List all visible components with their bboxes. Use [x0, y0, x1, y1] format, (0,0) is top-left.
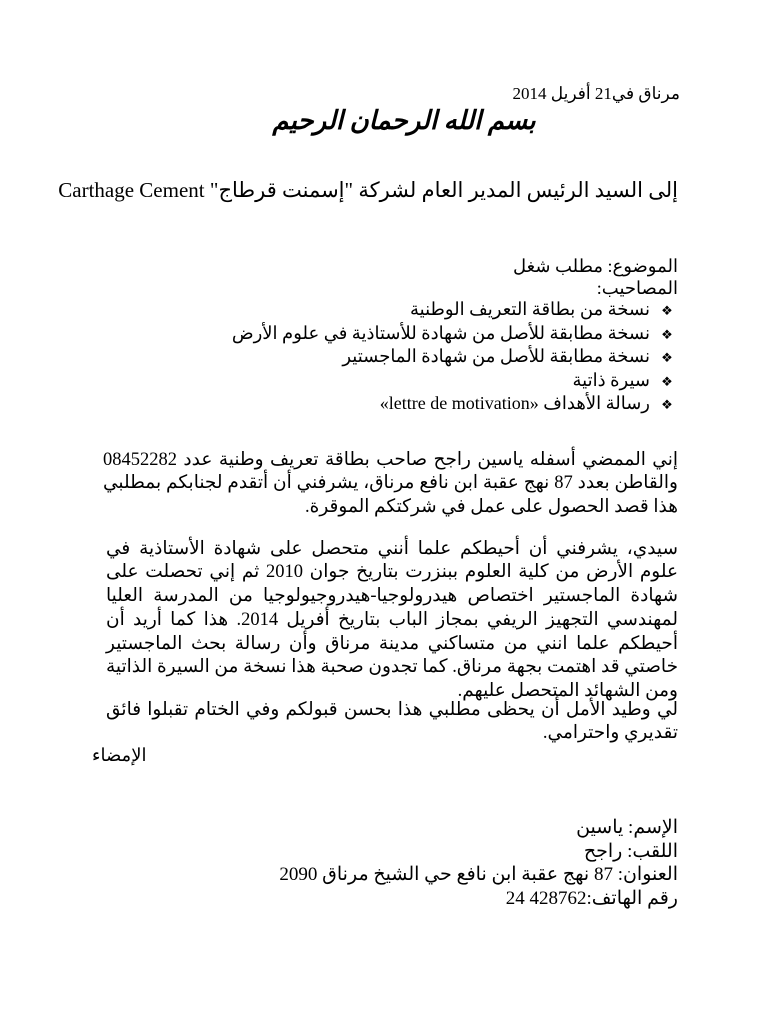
attachment-item: [232, 322, 678, 346]
attachment-label: نسخة مطابقة للأصل من شهادة للأستاذية في علوم الأرض: [231, 322, 650, 343]
basmala-heading: بسم الله الرحمان الرحيم: [272, 106, 536, 135]
attachment-item: [232, 298, 678, 322]
letter-date: مرناق في21 أفريل 2014: [512, 84, 680, 103]
applicant-name: الإسم: ياسين: [576, 817, 678, 838]
attachment-label: سيرة ذاتية: [572, 369, 650, 390]
diamond-bullet-icon: ❖: [661, 327, 673, 343]
subject-line: الموضوع: مطلب شغل: [513, 256, 678, 276]
diamond-bullet-icon: ❖: [661, 304, 673, 319]
attachment-item: [232, 345, 678, 369]
attachments-title: المصاحيب:: [596, 278, 678, 298]
attachment-item: [232, 369, 678, 393]
applicant-phone: رقم الهاتف:428762 24: [505, 887, 678, 909]
diamond-bullet-icon: ❖: [661, 351, 673, 366]
attachment-label: رسالة الأهداف «lettre de motivation»: [379, 393, 650, 413]
applicant-info: [279, 816, 678, 910]
addressee-line: إلى السيد الرئيس المدير العام لشركة "إسمنت قرطاج" Carthage Cement: [58, 178, 678, 202]
introduction-paragraph: إني الممضي أسفله ياسين راجح صاحب بطاقة تعريف وطنية عدد 08452282 والقاطن بعدد 87 نهج عقبة ابن نافع مرناق، يشرفني أن أتقدم لجنابكم بمطلبي هذا قصد الحصول على عمل في شركتكم الموقرة.: [103, 449, 678, 518]
diamond-bullet-icon: ❖: [661, 398, 673, 413]
attachments-list: [232, 298, 678, 416]
attachment-label: نسخة من بطاقة التعريف الوطنية: [410, 299, 650, 319]
attachment-label: نسخة مطابقة للأصل من شهادة الماجستير: [342, 346, 650, 366]
attachment-item: [232, 392, 678, 416]
qualifications-paragraph: سيدي، يشرفني أن أحيطكم علما أنني متحصل على شهادة الأستاذية في علوم الأرض من كلية العلوم ببنزرت بتاريخ جوان 2010 ثم إني تحصلت على شهادة الماجستير اختصاص هيدرولوجيا-هيدروجيولوجيا من المدرسة العليا لمهندسي التجهيز الريفي بمجاز الباب بتاريخ أفريل 2014. هذا كما أريد أن أحيطكم علما انني من متساكني مدينة مرناق وأن رسالة بحث الماجستير خاصتي قد اهتمت بجهة مرناق. كما تجدون صحبة هذا نسخة من السيرة الذاتية ومن الشهائد المتحصل عليهم.: [106, 538, 679, 702]
applicant-address: العنوان: 87 نهج عقبة ابن نافع حي الشيخ مرناق 2090: [279, 864, 678, 885]
closing-paragraph: لي وطيد الأمل أن يحظى مطلبي هذا بحسن قبولكم وفي الختام تقبلوا فائق تقديري واحترامي.: [106, 699, 678, 744]
applicant-surname: اللقب: راجح: [583, 840, 678, 862]
diamond-bullet-icon: ❖: [661, 374, 673, 390]
signature-label: الإمضاء: [92, 745, 147, 765]
